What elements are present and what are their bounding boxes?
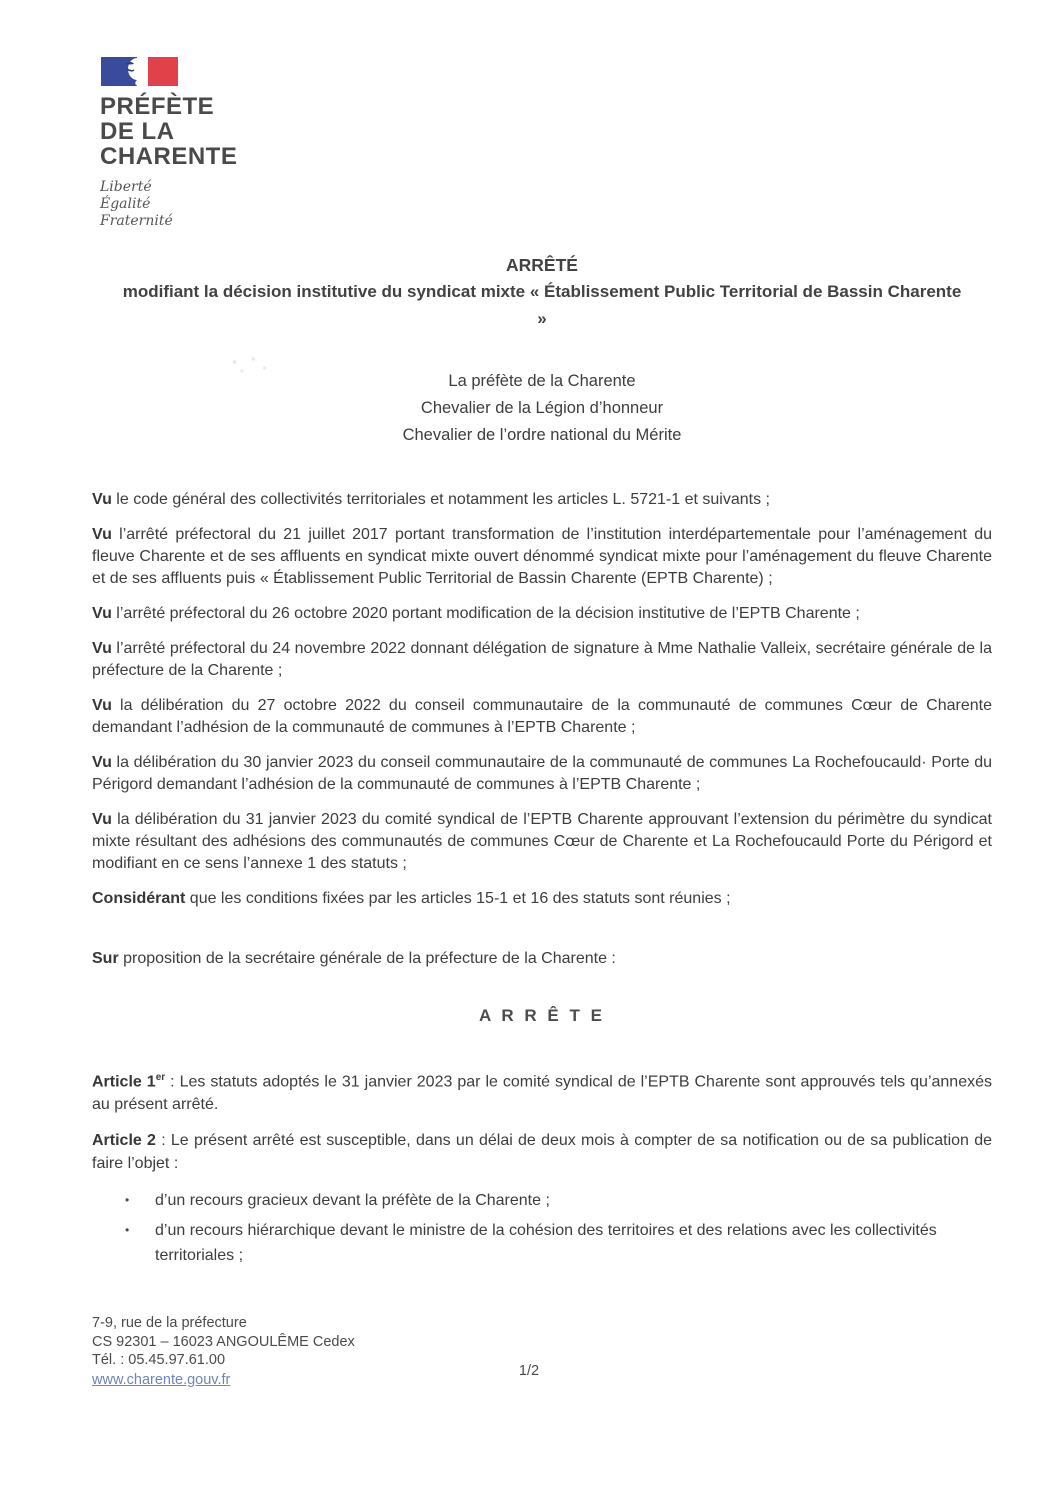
proposition-lead: Sur <box>92 950 119 967</box>
article-1-text: : Les statuts adoptés le 31 janvier 2023 par le comité syndical de l’EPTB Charente sont approuvés tels qu’annexés au présent arrêté. <box>92 1073 992 1114</box>
bullet-icon: • <box>125 1223 130 1238</box>
considerant-lead: Considérant <box>92 890 186 907</box>
recital-paragraph <box>92 489 992 511</box>
recital-lead: Vu <box>92 640 112 657</box>
recital-text: la délibération du 31 janvier 2023 du comité syndical de l’EPTB Charente approuvant l’extension du périmètre du syndicat mixte résultant des adhésions des communautés de communes Cœur de Charente et La Rochefoucauld Porte du Périgord et modifiant en ce sens l’annexe 1 des statuts ; <box>92 811 992 872</box>
article-2-text: : Le présent arrêté est susceptible, dans un délai de deux mois à compter de sa notification ou de sa publication de faire l’objet : <box>92 1132 993 1173</box>
article-1-lead: Article 1 <box>92 1073 156 1091</box>
recital-lead: Vu <box>92 697 112 714</box>
government-header <box>100 56 237 230</box>
document-body <box>92 253 992 1273</box>
prefecture-name <box>100 94 237 169</box>
recourse-list <box>92 1188 992 1268</box>
footer-address-line: Tél. : 05.45.97.61.00 <box>92 1352 226 1368</box>
recital-paragraph <box>92 695 992 739</box>
bullet-text: d’un recours hiérarchique devant le ministre de la cohésion des territoires et des relations avec les collectivités territoriales ; <box>155 1222 937 1265</box>
article-2-lead: Article 2 <box>92 1132 156 1150</box>
considerant-paragraph <box>92 888 992 910</box>
proposition-text: proposition de la secrétaire générale de la préfecture de la Charente : <box>118 950 616 967</box>
recital-text: l’arrêté préfectoral du 21 juillet 2017 portant transformation de l’institution interdépartementale pour l’aménagement du fleuve Charente et de ses affluents en syndicat mixte ouvert dénommé syndicat mixte pour l’aménagement du fleuve Charente et de ses affluents puis « Établissement Public Territorial de Bassin Charente (EPTB Charente) ; <box>92 526 992 587</box>
recital-lead: Vu <box>92 605 112 622</box>
motto-line: Égalité <box>100 196 151 212</box>
recital-paragraph <box>92 752 992 796</box>
document-subtitle: modifiant la décision institutive du syndicat mixte « Établissement Public Territorial de Bassin Charente » <box>122 282 962 328</box>
republic-motto <box>100 179 237 230</box>
recital-paragraph <box>92 603 992 625</box>
list-item <box>92 1218 992 1268</box>
page-number: 1/2 <box>518 1363 540 1379</box>
motto-line: Liberté <box>100 179 152 195</box>
recital-text: le code général des collectivités territoriales et notamment les articles L. 5721-1 et suivants ; <box>111 491 770 508</box>
french-flag-marianne-icon <box>100 56 182 88</box>
recitals-section <box>92 489 992 910</box>
article-2-paragraph <box>92 1129 992 1175</box>
prefecture-name-line: CHARENTE <box>100 143 238 170</box>
footer-address-block <box>92 1314 355 1389</box>
bullet-icon: • <box>125 1193 130 1208</box>
article-1-sup: er <box>155 1072 166 1083</box>
bullet-text: d’un recours gracieux devant la préfète de la Charente ; <box>155 1192 550 1210</box>
recital-paragraph <box>92 638 992 682</box>
website-link[interactable]: www.charente.gouv.fr <box>92 1371 231 1388</box>
recital-text: la délibération du 27 octobre 2022 du conseil communautaire de la communauté de communes Cœur de Charente demandant l’adhésion de la communauté de communes à l’EPTB Charente ; <box>92 697 992 736</box>
issuer-line: Chevalier de l’ordre national du Mérite <box>402 426 682 444</box>
recital-paragraph <box>92 809 992 875</box>
articles-section <box>92 1066 992 1268</box>
issuer-block <box>92 368 992 449</box>
footer-address-line: 7-9, rue de la préfecture <box>92 1315 247 1331</box>
decree-heading: A R R Ê T E <box>479 1006 605 1025</box>
article-1-paragraph <box>92 1066 992 1116</box>
issuer-line: Chevalier de la Légion d’honneur <box>420 399 664 417</box>
recital-lead: Vu <box>92 491 112 508</box>
considerant-text: que les conditions fixées par les articles 15-1 et 16 des statuts sont réunies ; <box>185 890 731 907</box>
issuer-line: La préfète de la Charente <box>448 372 636 390</box>
prefecture-name-line: PRÉFÈTE <box>100 93 215 120</box>
recital-lead: Vu <box>92 754 112 771</box>
recital-lead: Vu <box>92 526 112 543</box>
recital-text: l’arrêté préfectoral du 24 novembre 2022 donnant délégation de signature à Mme Nathalie Valleix, secrétaire générale de la préfecture de la Charente ; <box>92 640 992 679</box>
recital-paragraph <box>92 524 992 590</box>
recital-text: la délibération du 30 janvier 2023 du conseil communautaire de la communauté de communes La Rochefoucauld· Porte du Périgord demandant l’adhésion de la communauté de communes à l’EPTB Charente ; <box>92 754 992 793</box>
prefecture-name-line: DE LA <box>100 118 175 145</box>
document-title: ARRÊTÉ <box>506 255 578 275</box>
motto-line: Fraternité <box>100 213 173 229</box>
footer-address-line: CS 92301 – 16023 ANGOULÊME Cedex <box>92 1333 355 1350</box>
list-item <box>92 1188 992 1213</box>
recital-text: l’arrêté préfectoral du 26 octobre 2020 portant modification de la décision institutive de l’EPTB Charente ; <box>111 605 860 622</box>
proposition-paragraph <box>92 948 992 970</box>
recital-lead: Vu <box>92 811 112 828</box>
